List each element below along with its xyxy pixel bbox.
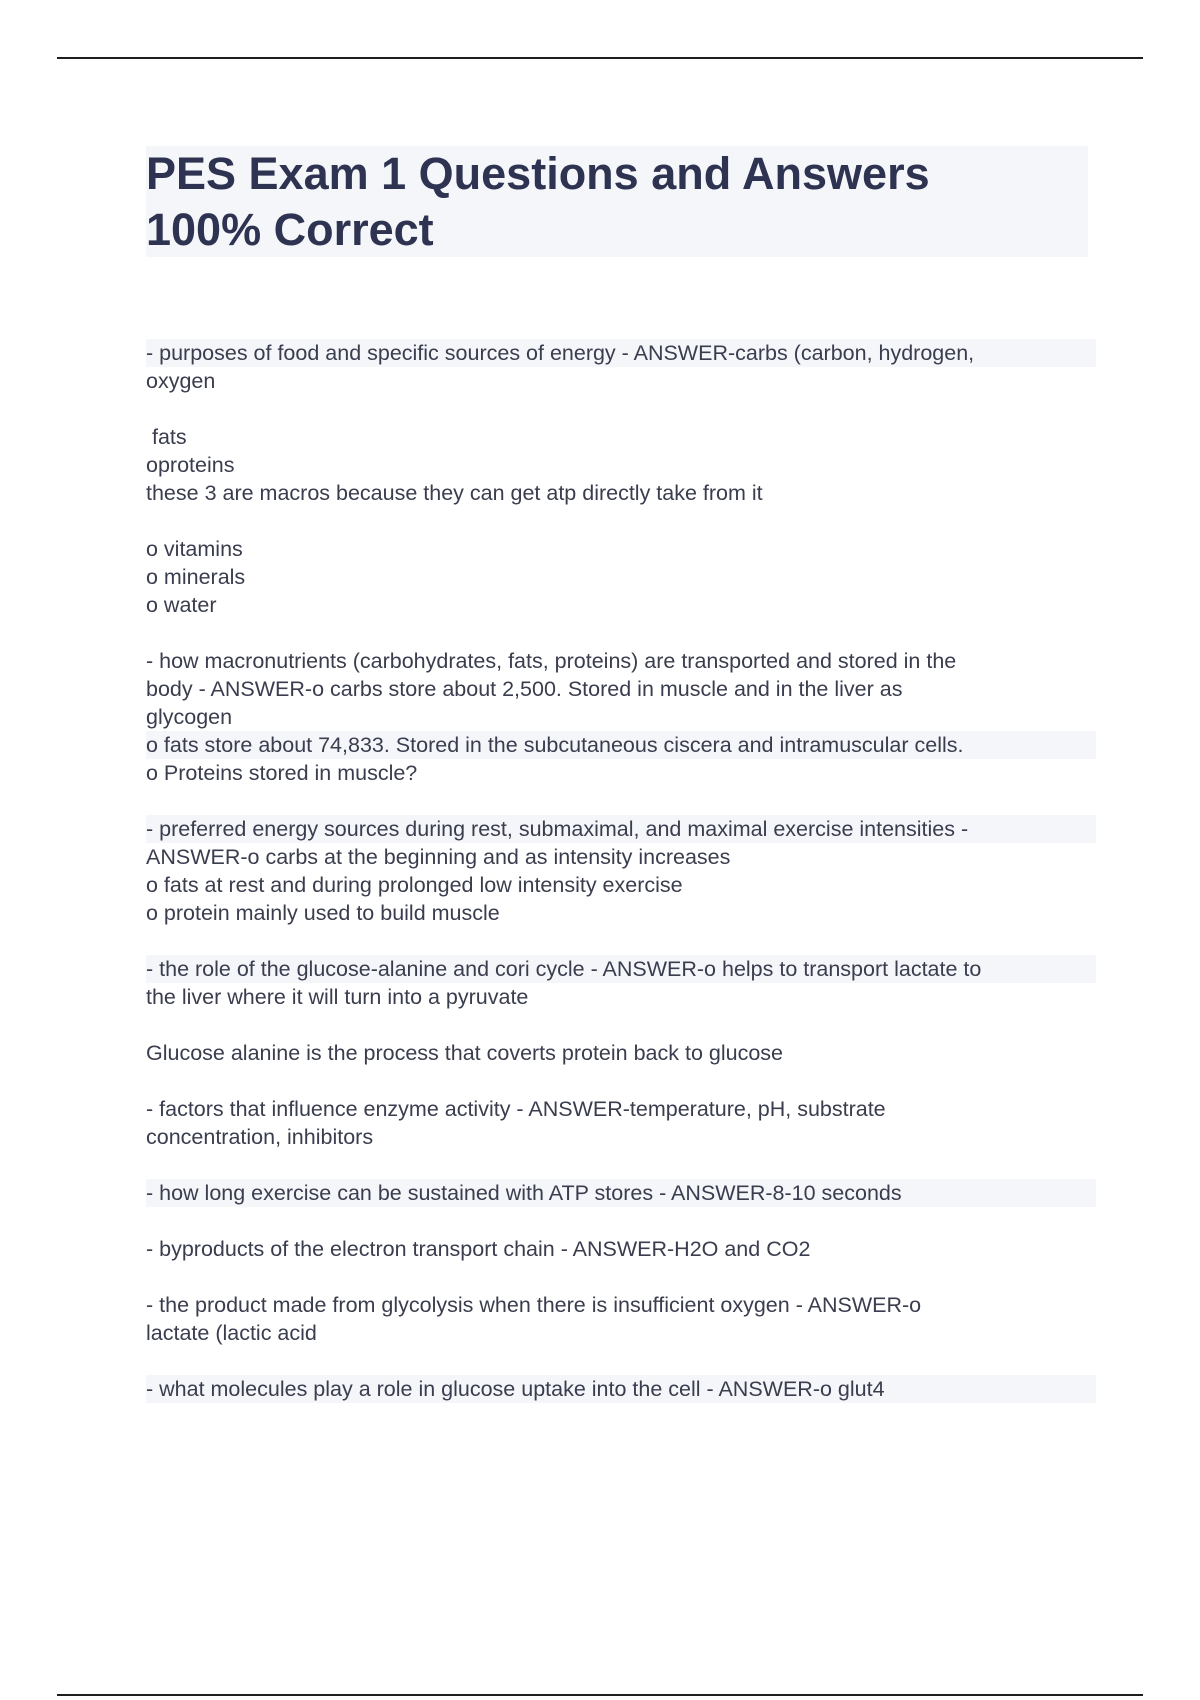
- body-line: - what molecules play a role in glucose uptake into the cell - ANSWER-o glut4: [146, 1375, 1096, 1403]
- body-line: [146, 1067, 1096, 1095]
- body-line: oproteins: [146, 453, 235, 477]
- body-line: body - ANSWER-o carbs store about 2,500. Stored in muscle and in the liver as: [146, 677, 903, 701]
- document-title: [146, 146, 1088, 258]
- body-line: - preferred energy sources during rest, submaximal, and maximal exercise intensities -: [146, 815, 1096, 843]
- body-line: [146, 1347, 1096, 1375]
- body-line: Glucose alanine is the process that coverts protein back to glucose: [146, 1041, 783, 1065]
- body-line: [146, 787, 1096, 815]
- body-line: - how macronutrients (carbohydrates, fats, proteins) are transported and stored in the: [146, 649, 957, 673]
- body-line: ANSWER-o carbs at the beginning and as intensity increases: [146, 845, 731, 869]
- body-line: o fats at rest and during prolonged low intensity exercise: [146, 873, 683, 897]
- body-line: concentration, inhibitors: [146, 1125, 374, 1149]
- top-rule: [57, 57, 1143, 59]
- body-line: [146, 1151, 1096, 1179]
- body-line: glycogen: [146, 705, 233, 729]
- body-line: o fats store about 74,833. Stored in the subcutaneous ciscera and intramuscular cells.: [146, 731, 1096, 759]
- body-line: [146, 395, 1096, 423]
- document-body: [146, 339, 1096, 1403]
- body-line: - how long exercise can be sustained with ATP stores - ANSWER-8-10 seconds: [146, 1179, 1096, 1207]
- body-line: - factors that influence enzyme activity - ANSWER-temperature, pH, substrate: [146, 1097, 886, 1121]
- body-line: o protein mainly used to build muscle: [146, 901, 500, 925]
- body-line: - byproducts of the electron transport chain - ANSWER-H2O and CO2: [146, 1237, 811, 1261]
- body-line: [146, 1011, 1096, 1039]
- bottom-rule: [57, 1694, 1143, 1696]
- title-line: PES Exam 1 Questions and Answers: [146, 148, 930, 199]
- body-line: the liver where it will turn into a pyruvate: [146, 985, 529, 1009]
- body-line: these 3 are macros because they can get atp directly take from it: [146, 481, 763, 505]
- body-line: [146, 927, 1096, 955]
- body-line: [146, 507, 1096, 535]
- body-line: fats: [146, 425, 187, 449]
- body-line: oxygen: [146, 369, 216, 393]
- body-line: [146, 619, 1096, 647]
- body-line: o Proteins stored in muscle?: [146, 761, 418, 785]
- body-line: [146, 1263, 1096, 1291]
- body-line: - the role of the glucose-alanine and cori cycle - ANSWER-o helps to transport lactate to: [146, 955, 1096, 983]
- title-line: 100% Correct: [146, 204, 434, 255]
- body-line: o minerals: [146, 565, 246, 589]
- body-line: [146, 1207, 1096, 1235]
- body-line: o vitamins: [146, 537, 243, 561]
- body-line: - purposes of food and specific sources of energy - ANSWER-carbs (carbon, hydrogen,: [146, 339, 1096, 367]
- body-line: lactate (lactic acid: [146, 1321, 317, 1345]
- title-block: [146, 146, 1088, 257]
- body-line: o water: [146, 593, 217, 617]
- body-line: - the product made from glycolysis when there is insufficient oxygen - ANSWER-o: [146, 1293, 922, 1317]
